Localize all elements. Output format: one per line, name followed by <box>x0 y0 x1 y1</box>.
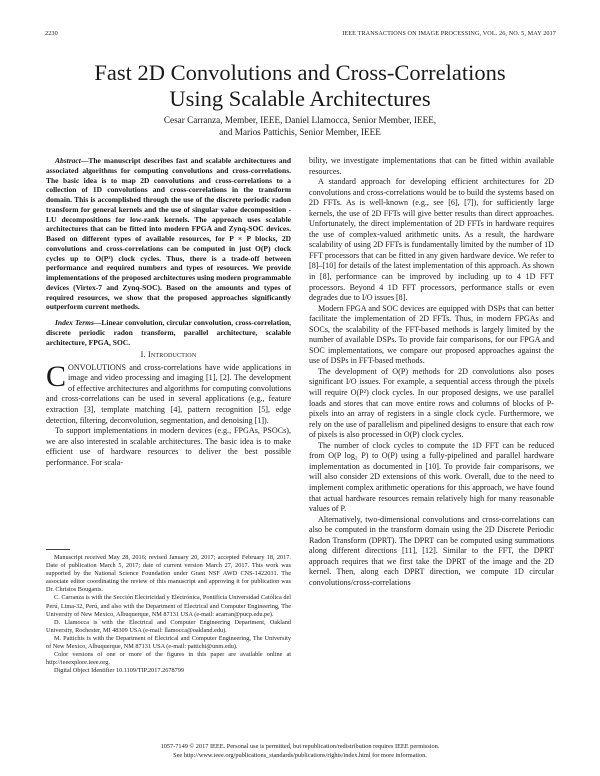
intro-paragraph-2: To support implementations in modern devices (e.g., FPGAs, PSOCs), we are also interested in scalable architectures. The basic idea is to make efficient use of hardware resources to deliver the best possible performance. For scala- <box>46 426 291 467</box>
right-paragraph-0: bility, we investigate implementations that can be fitted within available resources. <box>309 156 554 176</box>
title-line-1: Fast 2D Convolutions and Cross-Correlations <box>94 60 506 85</box>
right-paragraph-1: A standard approach for developing efficient architectures for 2D convolutions and cross-correlations would be to build the systems based on 2D FFTs. As is well-known (e.g., see [6], [7]), for sufficiently large kernels, the use of 2D FFTs will give better results than direct approaches. Unfortunately, the direct implementation of 2D FFTs in hardware requires the use of complex-valued arithmetic units. As a result, the hardware scalability of using 2D FFTs is fundamentally limited by the number of 1D FFT processors that can be fitted in any given hardware device. We refer to [8]–[10] for details of the latest implementation of this approach. As shown in [8], performance can be improved by including up to 4 1D FFT processors. Beyond 4 1D FFT processors, performance stalls or even degrades due to I/O issues [8]. <box>309 177 554 303</box>
copyright-notice <box>0 743 600 760</box>
footnote-manuscript: Manuscript received May 28, 2016; revised January 20, 2017; accepted February 18, 2017. Date of publication March 5, 2017; date of current version March 27, 2017. This work was supported by the National Science Foundation under Grant NSF AWD CNS-1422031. The associate editor coordinating the review of this manuscript and approving it for publication was Dr. Christos Bouganis. <box>46 554 291 594</box>
left-column <box>46 156 291 468</box>
footnote-pattichis: M. Pattichis is with the Department of Electrical and Computer Engineering, The University of New Mexico, Albuquerque, NM 87131 USA (e-mail: pattichi@unm.edu). <box>46 634 291 651</box>
copyright-line-1: 1057-7149 © 2017 IEEE. Personal use is permitted, but republication/redistribution requires IEEE permission. <box>160 743 440 750</box>
right-paragraph-5: Alternatively, two-dimensional convolutions and cross-correlations can also be computed in the transform domain using the 2D Discrete Periodic Radon Transform (DPRT). The DPRT can be computed using summations along different directions [11], [12]. Similar to the FFT, the DPRT approach requires that we first take the DPRT of the image and the 2D kernel. Then, along each DPRT direction, we compute 1D circular convolutions/cross-correlations <box>309 514 554 587</box>
abstract-label: Abstract <box>55 156 81 165</box>
right-paragraph-3: The development of O(P) methods for 2D convolutions also poses significant I/O issues. For example, a sequential access through the pixels will require O(P²) clock cycles. In our proposed designs, we use parallel loads and stores that can move entire rows and columns of blocks of P-pixels into an array of registers in a single clock cycle. Furthermore, we rely on the use of parallelism and pipelined designs to ensure that each row of pixels is also processed in O(P) clock cycles. <box>309 366 554 440</box>
right-column <box>309 156 554 588</box>
page-number: 2230 <box>45 30 58 37</box>
drop-cap: C <box>46 359 67 393</box>
abstract-text: —The manuscript describes fast and scalable architectures and associated algorithms for computing convolutions and cross-correlations. The basic idea is to map 2D convolutions and cross-correlations to a collection of 1D convolutions and cross-correlations in the transform domain. This is accomplished through the use of the discrete periodic radon transform for general kernels and the use of singular value decomposition -LU decompositions for low-rank kernels. The approach uses scalable architectures that can be fitted into modern FPGA and Zynq-SOC devices. Based on different types of available resources, for P × P blocks, 2D convolutions and cross-correlations can be computed in just O(P) clock cycles up to O(P²) clock cycles. Thus, there is a trade-off between performance and required numbers and types of resources. We provide implementations of the proposed architectures using modern programmable devices (Virtex-7 and Zynq-SOC). Based on the amounts and types of required resources, we show that the proposed approaches significantly outperform current methods. <box>46 156 291 312</box>
footnote-doi: Digital Object Identifier 10.1109/TIP.2017.2678799 <box>54 667 184 675</box>
copyright-line-2: See http://www.ieee.org/publications_standards/publications/rights/index.html for more information. <box>173 751 427 759</box>
author-list <box>0 114 600 138</box>
authors-line-1: Cesar Carranza, Member, IEEE, Daniel Llamocca, Senior Member, IEEE, <box>163 115 437 125</box>
title-line-2: Using Scalable Architectures <box>169 86 431 111</box>
footnote-llamocca: D. Llamocca is with the Electrical and Computer Engineering Department, Oakland University, Rochester, MI 48309 USA (e-mail: llamocca@oakland.edu). <box>46 618 291 634</box>
footnote-carranza: C. Carranza is with the Sección Electricidad y Electrónica, Pontificia Universidad Católica del Perú, Lima-32, Perú, and also with the Department of Electrical and Computer Engineering, The University of New Mexico, Albuquerque, NM 87131 USA (e-mail: acarran@pucp.edu.pe). <box>46 594 291 618</box>
paper-title <box>0 60 600 112</box>
authors-line-2: and Marios Pattichis, Senior Member, IEEE <box>219 127 381 137</box>
footnotes <box>46 554 291 675</box>
abstract <box>46 156 291 312</box>
journal-header: IEEE TRANSACTIONS ON IMAGE PROCESSING, VOL. 26, NO. 5, MAY 2017 <box>342 30 556 37</box>
footnote-color-versions: Color versions of one or more of the figures in this paper are available online at http://ieeexplore.ieee.org. <box>46 651 291 667</box>
section-heading-introduction: I. Introduction <box>140 350 197 360</box>
intro-paragraph-1 <box>46 359 291 426</box>
index-terms-text: —Linear convolution, circular convolution, cross-correlation, discrete periodic radon transform, parallel architecture, scalable architecture, FPGA, SOC. <box>46 318 291 347</box>
intro-paragraph-1-text: ONVOLUTIONS and cross-correlations have wide applications in image and video processing and imaging [1], [2]. The development of effective architectures and algorithms for computing convolutions and cross-correlations can be used in several applications (e.g., feature extraction [3], template matching [4], pattern recognition [5], edge detection, filtering, deconvolution, segmentation, and denoising [1]). <box>46 362 291 425</box>
right-paragraph-2: Modern FPGA and SOC devices are equipped with DSPs that can better facilitate the implementation of 2D FFTs. Thus, in modern FPGAs and SOCs, the scalability of the FFT-based methods is largely limited by the number of available DSPs. To provide fair comparisons, for our FPGA and SOC implementations, we compare our proposed approaches against the use of DSPs in FFT-based methods. <box>309 303 554 366</box>
index-terms-label: Index Terms <box>55 318 94 327</box>
index-terms <box>46 318 291 347</box>
footnote-divider <box>46 549 70 550</box>
right-paragraph-4: The number of clock cycles to compute the 1D FFT can be reduced from O(P log₂ P) to O(P) using a fully-pipelined and parallel hardware implementation as documented in [10]. To provide fair comparisons, we will also consider 2D extensions of this work. Overall, due to the need to implement complex arithmetic operations for this approach, we have found that actual hardware resources remain relatively high for many reasonable values of P. <box>309 440 554 514</box>
